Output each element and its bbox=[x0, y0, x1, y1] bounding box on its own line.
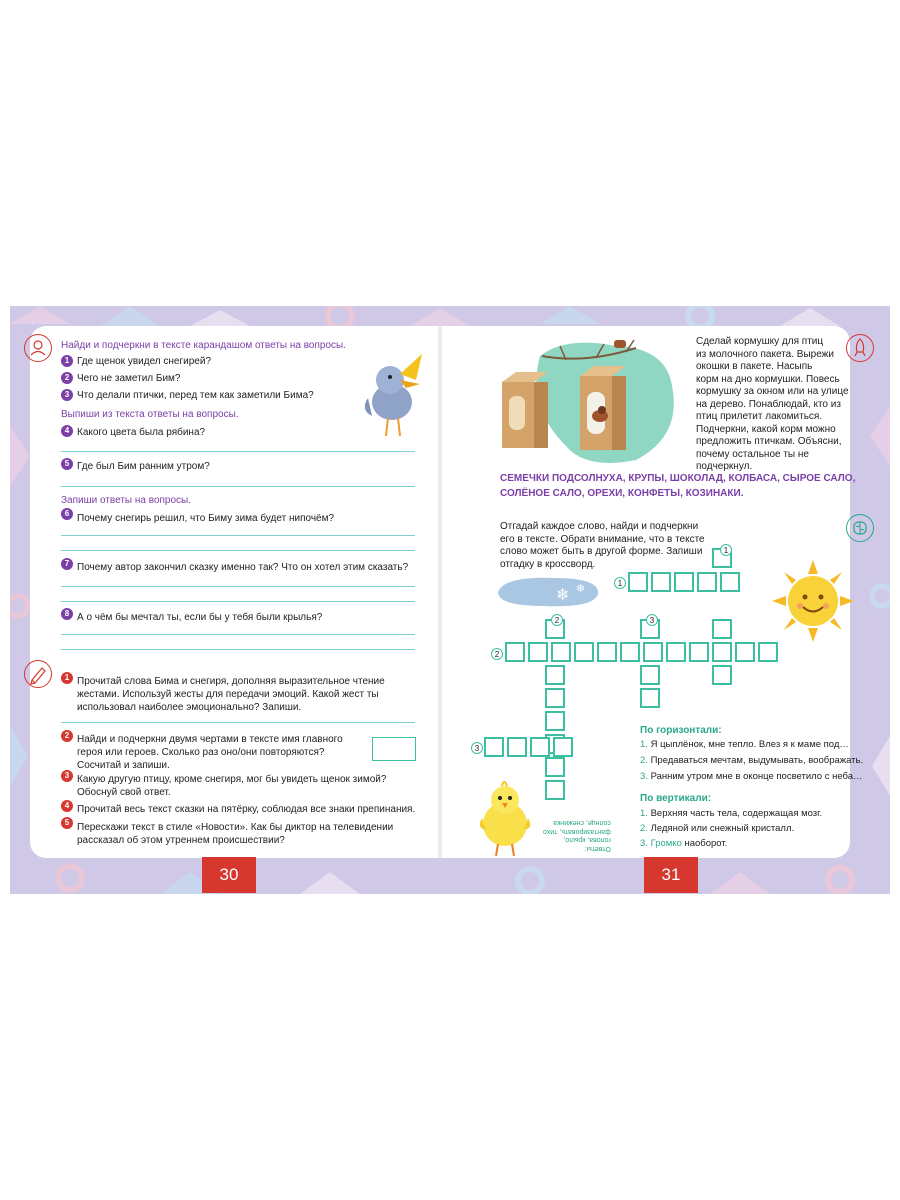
feeder-text-line: птиц прилетит лакомиться. bbox=[696, 411, 823, 422]
page-number-right: 31 bbox=[644, 857, 698, 893]
down-clue bbox=[640, 808, 822, 820]
question-text: А о чём бы мечтал ты, если бы у тебя были крылья? bbox=[77, 612, 323, 623]
feeder-text-line: предложить птичкам. Объясни, bbox=[696, 436, 842, 447]
clue-text: Ледяной или снежный кристалл. bbox=[650, 823, 795, 834]
crossword-cell[interactable] bbox=[666, 642, 686, 662]
task-text-line: Обоснуй свой ответ. bbox=[77, 787, 171, 798]
clue-number: 3. bbox=[640, 838, 648, 849]
clue-text: Я цыплёнок, мне тепло. Влез я к маме под… bbox=[650, 739, 849, 750]
clue-text: Предаваться мечтам, выдумывать, воображать. bbox=[650, 755, 864, 766]
task-number: 1 bbox=[61, 672, 73, 684]
clue-number-down-2: 2 bbox=[551, 614, 563, 626]
clue-number: 2. bbox=[640, 755, 648, 766]
clue-number-down-1: 1 bbox=[720, 544, 732, 556]
task-text-line: Сосчитай и запиши. bbox=[77, 760, 170, 771]
question-text: Что делали птички, перед тем как заметили Бима? bbox=[77, 390, 314, 401]
question-text: Где был Бим ранним утром? bbox=[77, 461, 210, 472]
crossword-cell[interactable] bbox=[735, 642, 755, 662]
across-title: По горизонтали: bbox=[640, 725, 722, 736]
search-person-icon bbox=[24, 334, 52, 362]
crossword-cell[interactable] bbox=[530, 737, 550, 757]
crossword-cell[interactable] bbox=[758, 642, 778, 662]
crossword-cell[interactable] bbox=[597, 642, 617, 662]
crossword-cell[interactable] bbox=[545, 711, 565, 731]
answers-upside-down bbox=[543, 818, 611, 852]
crossword-cell[interactable] bbox=[651, 572, 671, 592]
page-fold bbox=[438, 326, 442, 858]
task-number: 5 bbox=[61, 817, 73, 829]
crossword-cell[interactable] bbox=[507, 737, 527, 757]
answer-line[interactable] bbox=[61, 601, 415, 602]
crossword-cell[interactable] bbox=[545, 665, 565, 685]
across-clue bbox=[640, 755, 863, 767]
crossword-cell[interactable] bbox=[643, 642, 663, 662]
clue-highlight-word: Громко bbox=[650, 838, 682, 849]
feeder-text-line: Сделай кормушку для птиц bbox=[696, 336, 824, 347]
crossword-cell[interactable] bbox=[712, 665, 732, 685]
crossword-cell[interactable] bbox=[697, 572, 717, 592]
crossword-cell[interactable] bbox=[712, 619, 732, 639]
pencil-icon bbox=[24, 660, 52, 688]
answers-line: солнце, снежинка bbox=[553, 819, 611, 827]
clue-number: 1. bbox=[640, 739, 648, 750]
heading-write-out: Выпиши из текста ответы на вопросы. bbox=[61, 409, 239, 420]
answer-line[interactable] bbox=[61, 535, 415, 536]
question-text: Почему снегирь решил, что Биму зима будет нипочём? bbox=[77, 513, 335, 524]
task-number: 4 bbox=[61, 800, 73, 812]
clue-number-across-3: 3 bbox=[471, 742, 483, 754]
answer-line[interactable] bbox=[61, 649, 415, 650]
question-number: 1 bbox=[61, 355, 73, 367]
answer-line[interactable] bbox=[61, 586, 415, 587]
answer-line[interactable] bbox=[61, 451, 415, 452]
crossword-cell[interactable] bbox=[545, 780, 565, 800]
clue-text: наоборот. bbox=[681, 838, 728, 849]
question-number: 7 bbox=[61, 558, 73, 570]
crossword-cell[interactable] bbox=[720, 572, 740, 592]
answers-line: Ответы: bbox=[584, 845, 611, 852]
answer-line[interactable] bbox=[61, 634, 415, 635]
question-number: 2 bbox=[61, 372, 73, 384]
feeder-text-line: кормушку за окном или на улице bbox=[696, 386, 849, 397]
feeder-text-line: на дерево. Понаблюдай, кто из bbox=[696, 398, 841, 410]
clue-text: Ранним утром мне в оконце посветило с неба… bbox=[650, 771, 863, 782]
crossword-cell[interactable] bbox=[574, 642, 594, 662]
intro-line: слово может быть в другой форме. Запиши bbox=[500, 546, 703, 557]
chick-illustration bbox=[474, 778, 536, 860]
question-text: Какого цвета была рябина? bbox=[77, 427, 206, 438]
count-answer-box[interactable] bbox=[372, 737, 416, 761]
crossword-cell[interactable] bbox=[620, 642, 640, 662]
clue-number-across-1: 1 bbox=[614, 577, 626, 589]
crossword-cell[interactable] bbox=[640, 688, 660, 708]
feeder-text-line: подчеркнул. bbox=[696, 461, 753, 472]
feeder-text-line: почему остальное ты не bbox=[696, 448, 809, 460]
feeder-text-line: Подчеркни, какой корм можно bbox=[696, 423, 836, 435]
question-number: 8 bbox=[61, 608, 73, 620]
task-number: 3 bbox=[61, 770, 73, 782]
intro-line: отгадку в кроссворд. bbox=[500, 558, 596, 570]
question-number: 6 bbox=[61, 508, 73, 520]
feeder-instructions bbox=[696, 336, 849, 474]
task-text-line: Прочитай весь текст сказки на пятёрку, соблюдая все знаки препинания. bbox=[77, 804, 416, 815]
clue-number: 2. bbox=[640, 823, 648, 834]
rocket-icon bbox=[846, 334, 874, 362]
snowflake-illustration bbox=[494, 574, 604, 610]
feeder-text-line: из молочного пакета. Вырежи bbox=[696, 348, 834, 360]
feeder-text-line: корм на дно кормушки. Повесь bbox=[696, 373, 840, 385]
task-number: 2 bbox=[61, 730, 73, 742]
task-text-line: Прочитай слова Бима и снегиря, дополняя выразительное чтение bbox=[77, 676, 385, 687]
crossword-cell[interactable] bbox=[528, 642, 548, 662]
sun-illustration bbox=[772, 560, 854, 642]
question-text: Почему автор закончил сказку именно так? Что он хотел этим сказать? bbox=[77, 562, 409, 573]
brain-icon bbox=[846, 514, 874, 542]
question-number: 4 bbox=[61, 425, 73, 437]
crossword-cell[interactable] bbox=[640, 665, 660, 685]
answer-line[interactable] bbox=[61, 486, 415, 487]
answers-line: фантазировать, тихо bbox=[543, 828, 611, 835]
crossword-cell[interactable] bbox=[553, 737, 573, 757]
crossword-cell[interactable] bbox=[689, 642, 709, 662]
task-text-line: Найди и подчеркни двумя чертами в тексте имя главного bbox=[77, 734, 343, 745]
intro-line: Отгадай каждое слово, найди и подчеркни bbox=[500, 521, 699, 532]
answers-line: голова, крыло, bbox=[563, 836, 611, 844]
heading-underline: Найди и подчеркни в тексте карандашом ответы на вопросы. bbox=[61, 340, 346, 351]
clue-number-down-3: 3 bbox=[646, 614, 658, 626]
bullfinch-illustration bbox=[360, 350, 428, 442]
task-text-line: жестами. Используй жесты для передачи эмоций. Какой жест ты bbox=[77, 689, 379, 700]
svg-text:❄: ❄ bbox=[576, 582, 586, 595]
crossword-cell[interactable] bbox=[545, 757, 565, 777]
question-text: Где щенок увидел снегирей? bbox=[77, 356, 211, 367]
clue-number-across-2: 2 bbox=[491, 648, 503, 660]
question-text: Чего не заметил Бим? bbox=[77, 373, 181, 384]
svg-text:❄: ❄ bbox=[556, 585, 570, 604]
clue-number: 3. bbox=[640, 771, 648, 782]
crossword-cell[interactable] bbox=[484, 737, 504, 757]
down-title: По вертикали: bbox=[640, 793, 712, 804]
down-clue bbox=[640, 838, 727, 850]
answer-line[interactable] bbox=[61, 722, 415, 723]
crossword-cell[interactable] bbox=[551, 642, 571, 662]
food-list-line: СОЛЁНОЕ САЛО, ОРЕХИ, КОНФЕТЫ, КОЗИНАКИ. bbox=[500, 488, 744, 499]
feeder-text-line: окошки в пакете. Насыпь bbox=[696, 361, 813, 372]
clue-text: Верхняя часть тела, содержащая мозг. bbox=[650, 808, 823, 819]
task-text-line: рассказал об этом утреннем происшествии? bbox=[77, 835, 285, 846]
heading-answer: Запиши ответы на вопросы. bbox=[61, 495, 192, 506]
crossword-cell[interactable] bbox=[545, 688, 565, 708]
down-clue bbox=[640, 823, 794, 835]
task-text-line: использовал наиболее эмоционально? Запиши. bbox=[77, 702, 302, 713]
question-number: 5 bbox=[61, 458, 73, 470]
across-clue bbox=[640, 771, 863, 783]
task-text-line: героя или героев. Сколько раз оно/они повторяются? bbox=[77, 747, 325, 758]
crossword-cell[interactable] bbox=[712, 642, 732, 662]
clue-number: 1. bbox=[640, 808, 648, 819]
answer-line[interactable] bbox=[61, 550, 415, 551]
across-clue bbox=[640, 739, 849, 751]
crossword-intro bbox=[500, 521, 705, 571]
intro-line: его в тексте. Обрати внимание, что в тексте bbox=[500, 533, 705, 545]
crossword-cell[interactable] bbox=[505, 642, 525, 662]
crossword-cell[interactable] bbox=[674, 572, 694, 592]
question-number: 3 bbox=[61, 389, 73, 401]
food-list-line: СЕМЕЧКИ ПОДСОЛНУХА, КРУПЫ, ШОКОЛАД, КОЛБАСА, СЫРОЕ САЛО, bbox=[500, 473, 856, 484]
task-text-line: Какую другую птицу, кроме снегиря, мог бы увидеть щенок зимой? bbox=[77, 774, 387, 785]
bird-feeder-illustration bbox=[496, 336, 686, 466]
page-number-left: 30 bbox=[202, 857, 256, 893]
crossword-cell[interactable] bbox=[628, 572, 648, 592]
task-text-line: Перескажи текст в стиле «Новости». Как бы диктор на телевидении bbox=[77, 822, 394, 833]
